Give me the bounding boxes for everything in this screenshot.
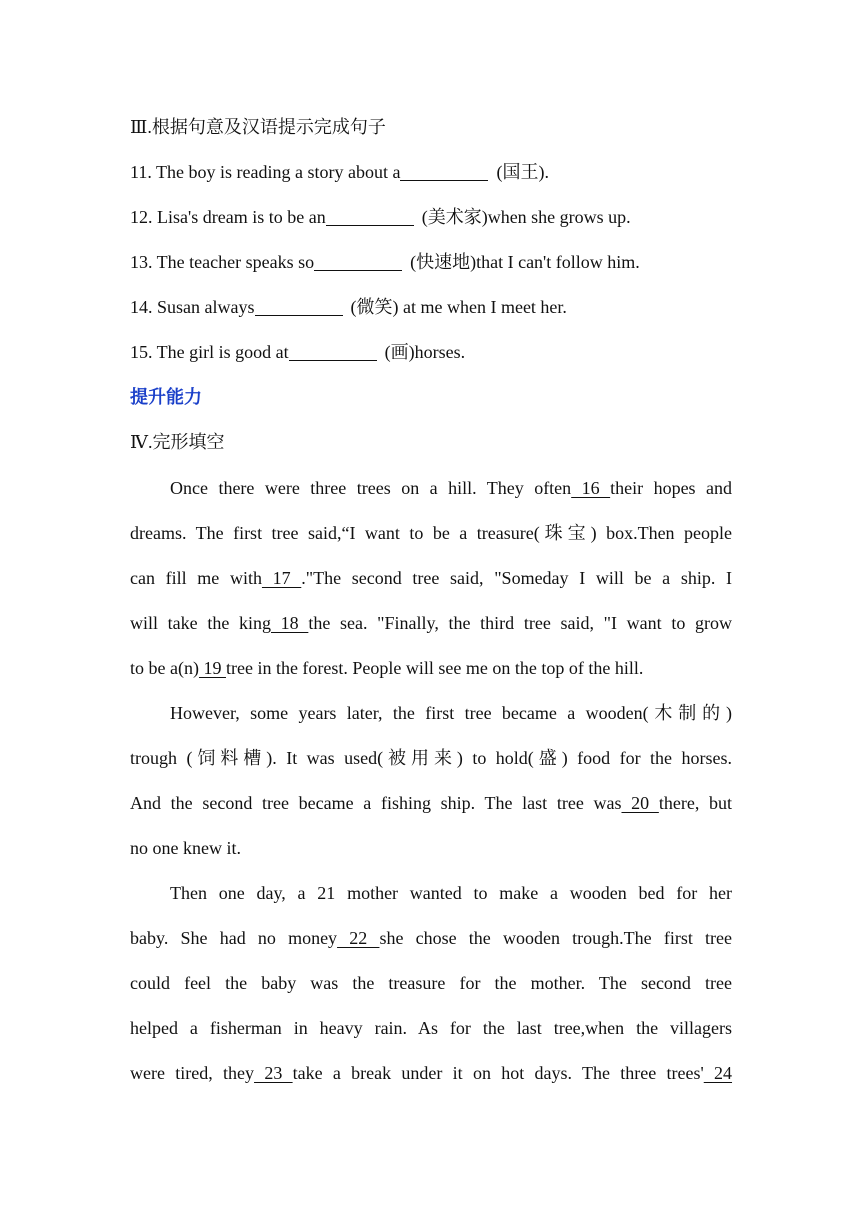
blank-22: 22 <box>337 928 380 948</box>
passage-line <box>130 791 732 815</box>
passage-text: ."The second tree said, "Someday I will be a ship. I <box>301 568 732 588</box>
question-12 <box>130 205 631 229</box>
answer-blank[interactable] <box>255 297 343 316</box>
section-3-title: Ⅲ.根据句意及汉语提示完成句子 <box>130 117 386 137</box>
question-text: 15. The girl is good at <box>130 342 289 362</box>
answer-blank[interactable] <box>314 252 402 271</box>
passage-text: And the second tree became a fishing ship. The last tree was <box>130 793 622 813</box>
passage-line: dreams. The first tree said,“I want to be a treasure(珠宝) box.Then people <box>130 523 732 543</box>
blank-24: 24 <box>703 1063 733 1083</box>
question-14 <box>130 295 567 319</box>
question-hint: (微笑) at me when I meet her. <box>350 297 567 317</box>
passage-text: there, but <box>658 793 732 813</box>
passage-text: take a break under it on hot days. The three trees' <box>292 1063 704 1083</box>
passage-line: However, some years later, the first tree became a wooden(木制的) <box>170 703 732 723</box>
blank-19: 19 <box>198 658 226 678</box>
answer-blank[interactable] <box>400 162 488 181</box>
question-hint: (国王). <box>496 162 549 182</box>
passage-line: Then one day, a 21 mother wanted to make a wooden bed for her <box>170 883 732 903</box>
passage-text: the sea. "Finally, the third tree said, "I want to grow <box>308 613 732 633</box>
question-text: 14. Susan always <box>130 297 255 317</box>
question-hint: (画)horses. <box>384 342 466 362</box>
question-text: 12. Lisa's dream is to be an <box>130 207 326 227</box>
passage-line <box>130 656 643 680</box>
section-4-title: Ⅳ.完形填空 <box>130 432 225 452</box>
passage-line <box>130 1061 732 1085</box>
question-hint: (快速地)that I can't follow him. <box>410 252 640 272</box>
question-text: 13. The teacher speaks so <box>130 252 315 272</box>
passage-line <box>130 926 732 950</box>
improve-heading: 提升能力 <box>130 387 202 407</box>
passage-line <box>170 476 732 500</box>
answer-blank[interactable] <box>289 342 377 361</box>
passage-line: could feel the baby was the treasure for the mother. The second tree <box>130 973 732 993</box>
passage-text: to be a(n) <box>130 658 199 678</box>
question-hint: (美术家)when she grows up. <box>421 207 631 227</box>
blank-17: 17 <box>261 568 302 588</box>
blank-20: 20 <box>621 793 659 813</box>
question-15 <box>130 340 465 364</box>
passage-text: can fill me with <box>130 568 262 588</box>
passage-text: she chose the wooden trough.The first tree <box>379 928 732 948</box>
question-text: 11. The boy is reading a story about a <box>130 162 401 182</box>
passage-line <box>130 566 732 590</box>
passage-text: tree in the forest. People will see me on the top of the hill. <box>225 658 644 678</box>
answer-blank[interactable] <box>326 207 414 226</box>
passage-text: were tired, they <box>130 1063 255 1083</box>
blank-18: 18 <box>271 613 309 633</box>
passage-line: no one knew it. <box>130 838 241 858</box>
passage-text: Once there were three trees on a hill. They often <box>170 478 572 498</box>
passage-text: their hopes and <box>610 478 733 498</box>
question-11 <box>130 160 549 184</box>
passage-line <box>130 611 732 635</box>
passage-line: trough (饲料槽). It was used(被用来) to hold(盛) food for the horses. <box>130 748 732 768</box>
passage-line: helped a fisherman in heavy rain. As for the last tree,when the villagers <box>130 1018 732 1038</box>
passage-text: baby. She had no money <box>130 928 338 948</box>
blank-23: 23 <box>254 1063 293 1083</box>
question-13 <box>130 250 640 274</box>
passage-text: will take the king <box>130 613 271 633</box>
blank-16: 16 <box>571 478 611 498</box>
